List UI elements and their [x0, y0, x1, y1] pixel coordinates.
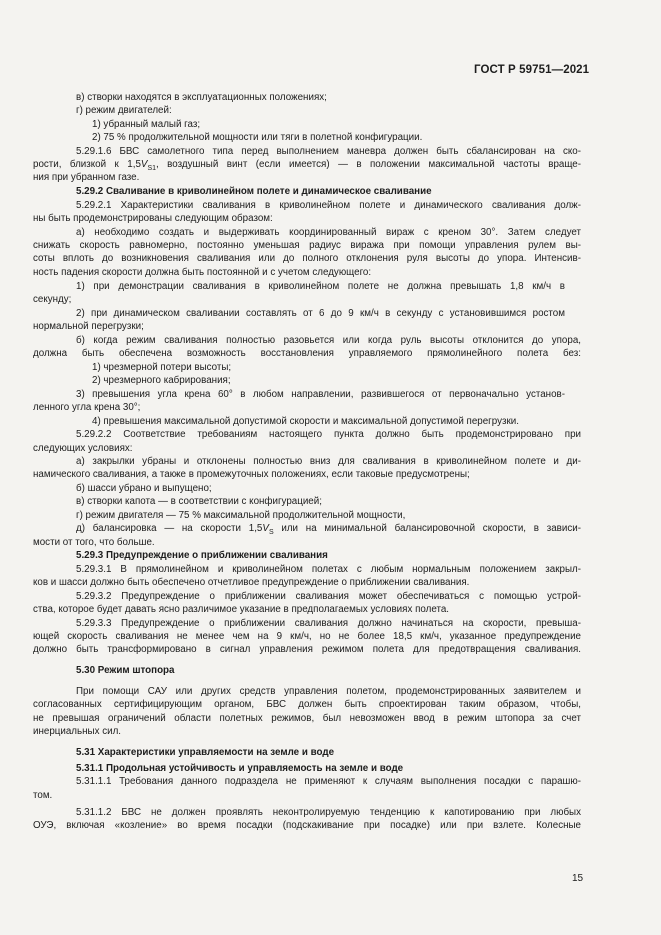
text-line: 2) 75 % продолжительной мощности или тяги в полетной конфигурации. [92, 132, 423, 143]
text-line: ства, которое будет давать ясно различимое указание в предполагаемых условиях полета. [33, 604, 449, 615]
text-line: секунду; [33, 294, 72, 305]
section-heading: 5.29.2 Сваливание в криволинейном полете и динамическое сваливание [76, 186, 432, 197]
text-line: 5.31.1.1 Требования данного подраздела не применяют к случаям выполнения посадки с парашю- [76, 776, 581, 787]
text-line: ков и шасси должно быть обеспечено отчетливое предупреждение о приближении сваливания. [33, 577, 470, 588]
text-line: 4) превышения максимальной допустимой скорости и максимальной допустимой перегрузки. [92, 416, 519, 427]
text-line: 5.29.2.2 Соответствие требованиям настоящего пункта должно быть продемонстрировано при [76, 429, 581, 440]
text-line: 5.29.1.6 БВС самолетного типа перед выполнением маневра должен быть сбалансирован на ско- [76, 146, 581, 157]
text-line: 5.29.3.2 Предупреждение о приближении сваливания может обеспечиваться с помощью устрой- [76, 591, 581, 602]
text-line: инерциальных сил. [33, 726, 122, 737]
text-line: снижать скорость равномерно, постоянно уменьшая радиус виража при помощи управления рулем вы- [33, 240, 581, 251]
text-line: 5.29.3.1 В прямолинейном и криволинейном полетах с любым нормальным положением закрыл- [76, 564, 581, 575]
text-line: ющей скорость сваливания не менее чем на 9 км/ч, но не более 18,5 км/ч, указанное предупреждение [33, 631, 581, 642]
text-line: следующих условиях: [33, 443, 133, 454]
text-line: г) режим двигателя — 75 % максимальной продолжительной мощности, [76, 510, 406, 521]
text-line: 3) превышения угла крена 60° в любом направлении, развившегося от первоначально установ- [76, 389, 565, 400]
text-line: в) створки капота — в соответствии с конфигурацией; [76, 496, 322, 507]
text-line: согласованных сертифицирующим органом, БВС должен быть спроектирован таким образом, чтобы, [33, 699, 581, 710]
text-line: 5.29.3.3 Предупреждение о приближении сваливания должно начинаться на скорости, превыша- [76, 618, 581, 629]
text-line: ность падения скорости должна быть постоянной и с учетом следующего: [33, 267, 372, 278]
text-line: не превышая ограничений области полетных режимов, был невозможен ввод в режим штопора за счет [33, 713, 581, 724]
text-line: д) балансировка — на скорости $1,5V_S$ или на минимальной балансировочной скорости, в зависи- [76, 523, 581, 536]
text-line: 2) чрезмерного кабрирования; [92, 375, 231, 386]
standard-code-header: ГОСТ Р 59751—2021 [474, 64, 590, 76]
text-line: а) необходимо создать и выдерживать координированный вираж с креном 30°. Затем следует [76, 227, 581, 238]
text-line: мости от того, что больше. [33, 537, 155, 548]
section-heading: 5.29.3 Предупреждение о приближении сваливания [76, 550, 328, 561]
text-line: рости, близкой к $1,5V_{S1}$, воздушный винт (если имеется) — в положении максимальной частоты враще- [33, 159, 582, 172]
section-heading: 5.31 Характеристики управляемости на земле и воде [76, 747, 335, 758]
text-line: 1) при демонстрации сваливания в криволинейном полете не должна превышать 1,8 км/ч в [76, 281, 565, 292]
text-line: 1) чрезмерной потери высоты; [92, 362, 232, 373]
text-line: нормальной перегрузки; [33, 321, 144, 332]
text-line: намического сваливания, а также в промежуточных положениях, если таковые предусмотрены; [33, 469, 470, 480]
text-line: б) когда режим сваливания полностью разовьется или когда руль высоты отклонится до упора, [76, 335, 581, 346]
text-line: г) режим двигателей: [76, 105, 172, 116]
text-line: соты вплоть до возникновения сваливания или до полного отклонения руля высоты до упора. Интенсив- [33, 253, 581, 264]
text-line: в) створки находятся в эксплуатационных положениях; [76, 92, 327, 103]
text-line: 5.31.1.2 БВС не должен проявлять неконтролируемую тенденцию к капотированию при любых [76, 807, 581, 818]
text-line: 5.29.2.1 Характеристики сваливания в криволинейном полете и динамического сваливания долж- [76, 200, 581, 211]
text-line: ленного угла крена 30°; [33, 402, 141, 413]
section-heading: 5.31.1 Продольная устойчивость и управляемость на земле и воде [76, 763, 404, 774]
text-line: 1) убранный малый газ; [92, 119, 201, 130]
text-line: том. [33, 790, 53, 801]
text-line: При помощи САУ или других средств управления полетом, продемонстрированных заявителем и [76, 686, 581, 697]
text-line: должно быть трансформировано в сигнал управления режимом полета для предотвращения сваливания. [33, 644, 581, 655]
text-line: ния при убранном газе. [33, 172, 140, 183]
text-line: ОУЭ, включая «козление» во время посадки (подскакивание при посадке) или при взлете. Колесные [33, 820, 581, 831]
text-line: а) закрылки убраны и отклонены полностью вниз для сваливания в криволинейном полете и ди- [76, 456, 581, 467]
text-line: б) шасси убрано и выпущено; [76, 483, 212, 494]
text-line: ны быть продемонстрированы следующим образом: [33, 213, 273, 224]
page-number: 15 [572, 873, 584, 884]
section-heading: 5.30 Режим штопора [76, 665, 175, 676]
text-line: 2) при динамическом сваливании составлять от 6 до 9 км/ч в секунду с установившимся ростом [76, 308, 565, 319]
text-line: должна быть обеспечена возможность восстановления управляемого прямолинейного полета без: [33, 348, 581, 359]
